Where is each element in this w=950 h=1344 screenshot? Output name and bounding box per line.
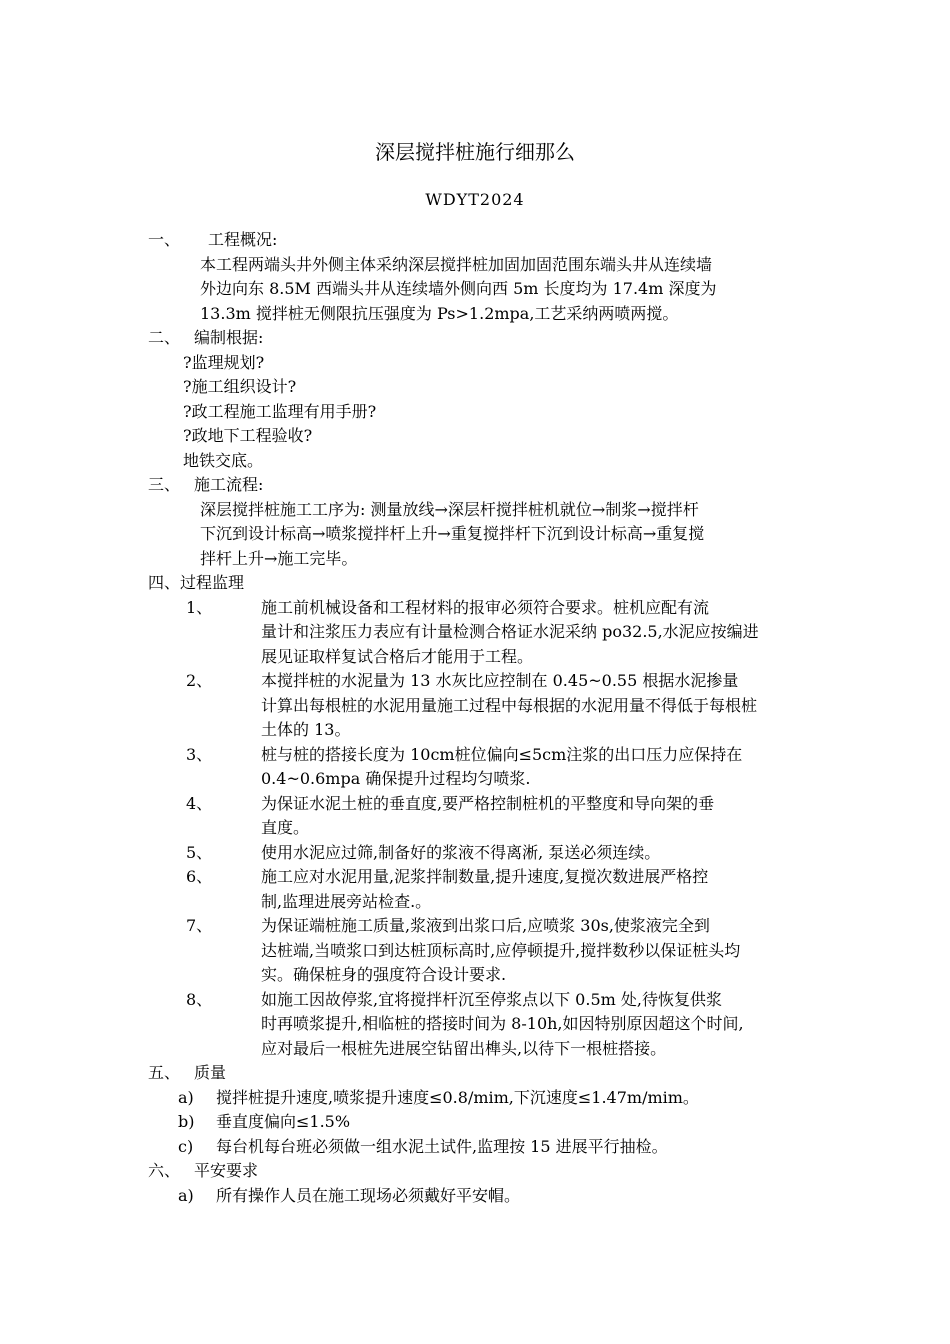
text-line: 本搅拌桩的水泥量为 13 水灰比应控制在 0.45~0.55 根据水泥掺量 [261, 671, 739, 690]
section-label: 平安要求 [194, 1161, 259, 1180]
section-4-heading: 四、过程监理 [148, 573, 245, 592]
item-text: 所有操作人员在施工现场必须戴好平安帽。 [216, 1185, 521, 1205]
item-number: 7、 [186, 916, 213, 935]
text-line: 直度。 [261, 818, 310, 837]
list-item [186, 743, 818, 792]
list-item [186, 596, 818, 670]
text-line: 制,监理进展旁站检查.。 [261, 891, 432, 911]
text-line: 使用水泥应过筛,制备好的浆液不得离淅, 泵送必须连续。 [261, 842, 661, 862]
section-3-heading [148, 473, 818, 498]
text-line: 0.4~0.6mpa 确保提升过程均匀喷浆. [261, 769, 531, 788]
section-2-heading [148, 326, 818, 351]
section-1-text [200, 253, 818, 327]
list-item [186, 914, 818, 988]
item-number: 4、 [186, 793, 213, 813]
text-line: 施工前机械设备和工程材料的报审必须符合要求。桩机应配有流 [261, 597, 710, 617]
list-item [178, 1135, 818, 1160]
item-text: 垂直度偏向≤1.5% [216, 1112, 351, 1131]
text-line: 量计和注浆压力表应有计量检测合格证水泥采纳 po32.5,水泥应按编进 [261, 622, 759, 641]
text-line: 拌杆上升→施工完毕。 [200, 548, 358, 568]
section-number: 五、 [148, 1063, 181, 1082]
item-number: 3、 [186, 744, 213, 764]
document-code: WDYT2024 [425, 190, 525, 209]
document-title: 深层搅拌桩施行细那么 [375, 140, 575, 164]
section-6-heading [148, 1159, 818, 1184]
list-item [186, 792, 818, 841]
list-item: 地铁交底。 [183, 450, 264, 470]
section-number: 一、 [148, 230, 181, 249]
item-letter: c) [178, 1136, 194, 1156]
list-item [186, 865, 818, 914]
document-body [148, 228, 818, 1208]
section-label: 工程概况: [208, 230, 278, 249]
item-number: 1、 [186, 597, 213, 617]
item-text: 每台机每台班必须做一组水泥土试件,监理按 15 进展平行抽检。 [216, 1136, 668, 1156]
list-item: ?政地下工程验收? [183, 426, 313, 445]
list-item: ?监理规划? [183, 352, 265, 372]
item-letter: a) [178, 1185, 194, 1205]
text-line: 13.3m 搅拌桩无侧限抗压强度为 Ps>1.2mpa,工艺采纳两喷两搅。 [200, 303, 679, 323]
item-text [261, 743, 818, 792]
text-line: 计算出每根桩的水泥用量施工过程中每根据的水泥用量不得低于每根桩 [261, 695, 758, 715]
list-item [186, 988, 818, 1062]
text-line: 实。确保桩身的强度符合设计要求. [261, 965, 507, 984]
item-letter: b) [178, 1112, 195, 1131]
text-line: 应对最后一根桩先进展空钻留出榫头,以待下一根桩搭接。 [261, 1038, 667, 1058]
text-line: 展见证取样复试合格后才能用于工程。 [261, 646, 534, 666]
item-number: 8、 [186, 989, 213, 1009]
text-line: 时再喷浆提升,相临桩的搭接时间为 8-10h,如因特别原因超这个时间, [261, 1014, 744, 1033]
text-line: 本工程两端头井外侧主体采纳深层搅拌桩加固加固范围东端头井从连续墙 [200, 254, 713, 274]
text-line: 桩与桩的搭接长度为 10cm桩位偏向≤5cm注浆的出口压力应保持在 [261, 744, 743, 764]
section-number: 六、 [148, 1161, 181, 1180]
text-line: 土体的 13。 [261, 720, 351, 739]
section-number: 三、 [148, 475, 181, 494]
text-line: 下沉到设计标高→喷浆搅拌杆上升→重复搅拌杆下沉到设计标高→重复搅 [200, 524, 705, 543]
section-label: 编制根据: [194, 328, 264, 347]
list-item [178, 1184, 818, 1209]
section-number: 二、 [148, 328, 181, 347]
item-text: 搅拌桩提升速度,喷浆提升速度≤0.8/mim,下沉速度≤1.47m/mim。 [216, 1087, 699, 1107]
section-1-heading [148, 228, 818, 253]
text-line: 深层搅拌桩施工工序为: 测量放线→深层杆搅拌桩机就位→制浆→搅拌杆 [200, 499, 699, 519]
section-3-text [200, 498, 818, 572]
text-line: 达桩端,当喷浆口到达桩顶标高时,应停顿提升,搅拌数秒以保证桩头均 [261, 940, 741, 960]
list-item [186, 841, 818, 866]
item-text [261, 865, 818, 914]
item-number: 6、 [186, 867, 213, 886]
item-letter: a) [178, 1087, 194, 1107]
list-item [186, 669, 818, 743]
item-text [261, 841, 818, 866]
list-item: ?政工程施工监理有用手册? [183, 401, 377, 421]
text-line: 外边向东 8.5M 西端头井从连续墙外侧向西 5m 长度均为 17.4m 深度为 [200, 279, 717, 298]
section-label: 施工流程: [194, 475, 264, 494]
item-text [261, 914, 818, 988]
item-text [261, 792, 818, 841]
item-text [261, 669, 818, 743]
text-line: 为保证端桩施工质量,浆液到出浆口后,应喷浆 30s,使浆液完全到 [261, 916, 710, 935]
text-line: 如施工因故停浆,宜将搅拌杆沉至停浆点以下 0.5m 处,待恢复供浆 [261, 989, 722, 1009]
item-number: 5、 [186, 842, 213, 862]
text-line: 施工应对水泥用量,泥浆拌制数量,提升速度,复搅次数进展严格控 [261, 867, 709, 886]
item-number: 2、 [186, 671, 213, 690]
text-line: 为保证水泥土桩的垂直度,要严格控制桩机的平整度和导向架的垂 [261, 793, 715, 813]
list-item [178, 1086, 818, 1111]
list-item: ?施工组织设计? [183, 377, 297, 396]
list-item [178, 1110, 818, 1135]
section-label: 质量 [194, 1063, 227, 1082]
reference-list [183, 351, 818, 474]
section-5-heading [148, 1061, 818, 1086]
item-text [261, 988, 818, 1062]
item-text [261, 596, 818, 670]
